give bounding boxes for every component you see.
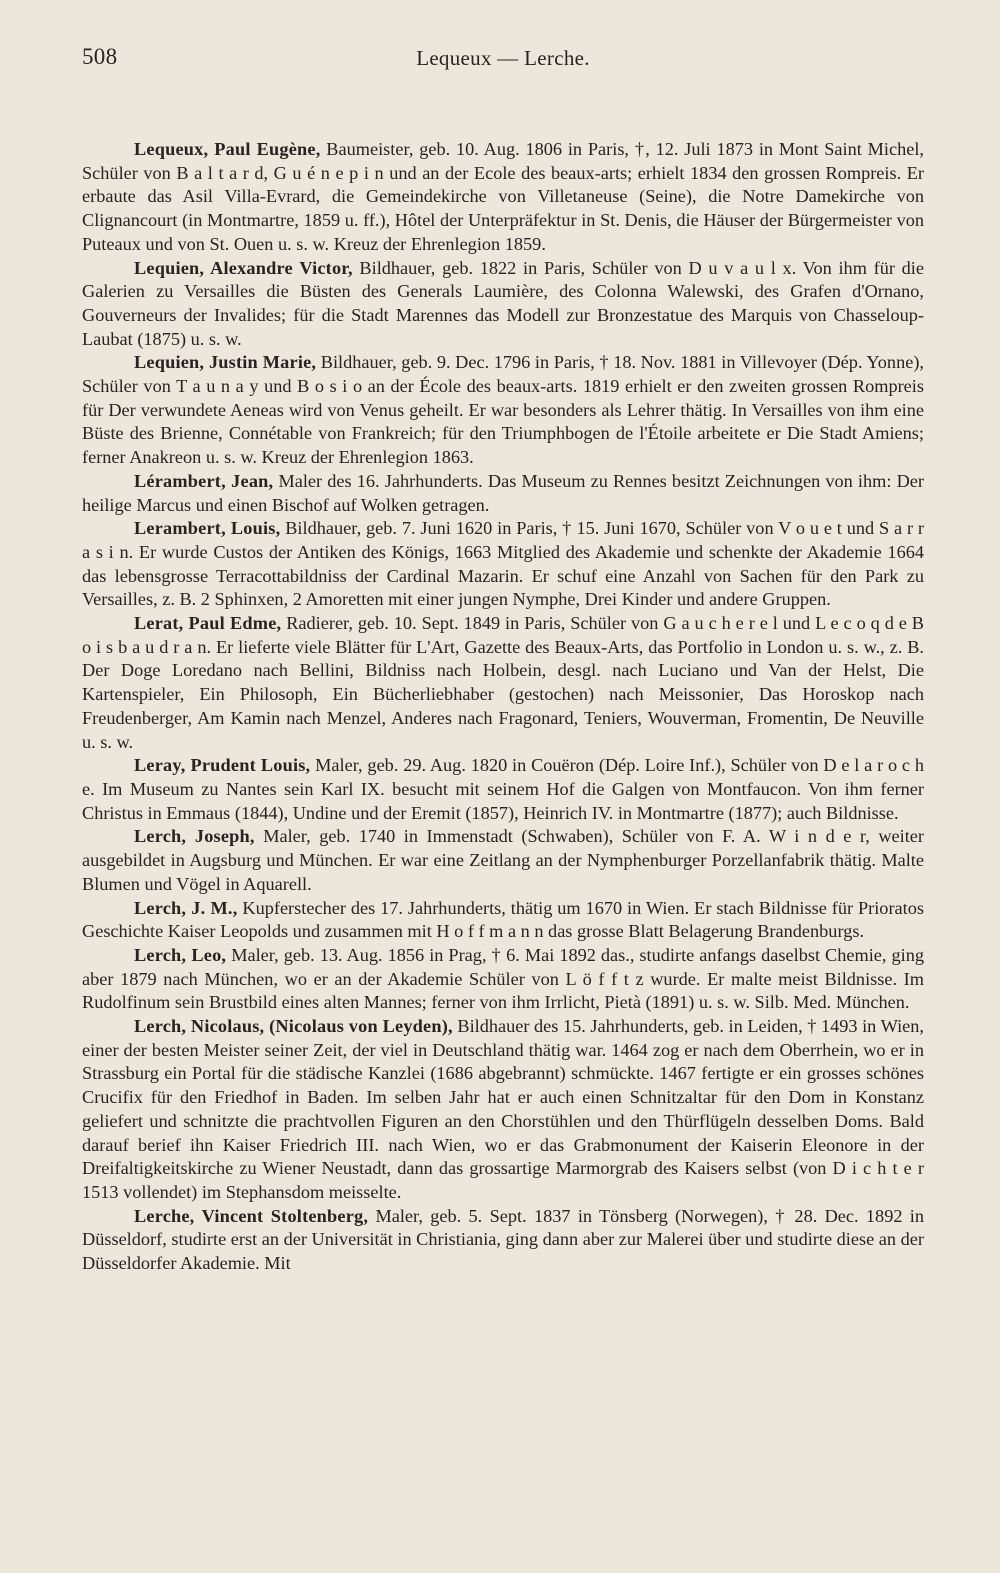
- entry-text: Maler, geb. 13. Aug. 1856 in Prag, † 6. Mai 1892 das., studirte anfangs daselbst Chemie, ging aber 1879 nach München, wo er an der Akademie Schüler von L ö f f t z wurde. Er malte meist Bildnisse. Im Rudolfinum sein Brustbild eines alten Mannes; ferner von ihm Irrlicht, Pietà (1891) u. s. w. Silb. Med. München.: [82, 944, 925, 1013]
- entry-lemma: Lerch, Nicolaus, (Nicolaus von Leyden),: [134, 1016, 453, 1037]
- entry-text: Maler, geb. 1740 in Immenstadt (Schwaben), Schüler von F. A. W i n d e r, weiter ausgebildet in Augsburg und München. Er war eine Zeitlang an der Nymphenburger Porzellanfabrik thätig. Malte Blumen und Vögel in Aquarell.: [82, 826, 924, 894]
- entry-lerch-jm: [82, 897, 924, 944]
- entry-text: Kupferstecher des 17. Jahrhunderts, thätig um 1670 in Wien. Er stach Bildnisse für Prioratos Geschichte Kaiser Leopolds und zusammen mit H o f f m a n n das grosse Blatt Belagerung Brandenburgs.: [82, 897, 924, 942]
- entry-lequien-justin: [82, 351, 924, 470]
- entry-lerambert-jean: [82, 470, 924, 517]
- entry-text: Bildhauer, geb. 7. Juni 1620 in Paris, † 15. Juni 1670, Schüler von V o u e t und S a r r a s i n. Er wurde Custos der Antiken des Königs, 1663 Mitglied des Akademie und schenkte der Akademie 1664 das lebensgrosse Terracottabildniss der Cardinal Mazarin. Er schuf eine Anzahl von Sachen für den Park zu Versailles, z. B. 2 Sphinxen, 2 Amoretten mit einer jungen Nymphe, Drei Kinder und andere Gruppen.: [82, 518, 924, 610]
- entry-text: Bildhauer, geb. 9. Dec. 1796 in Paris, † 18. Nov. 1881 in Villevoyer (Dép. Yonne), Schüler von T a u n a y und B o s i o an der École des beaux-arts. 1819 erhielt er den zweiten grossen Rompreis für Der verwundete Aeneas wird von Venus geheilt. Er war besonders als Lehrer thätig. In Versailles von ihm eine Büste des Brienne, Connétable von Frankreich; für den Triumphbogen de l'Étoile arbeitete er Die Stadt Amiens; ferner Anakreon u. s. w. Kreuz der Ehrenlegion 1863.: [82, 352, 924, 468]
- entry-text: Maler des 16. Jahrhunderts. Das Museum zu Rennes besitzt Zeichnungen von ihm: Der heilige Marcus und einen Bischof auf Wolken getragen.: [82, 470, 924, 515]
- entry-lemma: Lerche, Vincent Stoltenberg,: [134, 1205, 369, 1226]
- entry-lequien-alexandre: [82, 257, 924, 352]
- entry-lerch-joseph: [82, 825, 924, 896]
- running-head: Lequeux — Lerche.: [416, 46, 590, 70]
- entry-lerat-paul: [82, 612, 924, 754]
- entry-text: Maler, geb. 29. Aug. 1820 in Couëron (Dép. Loire Inf.), Schüler von D e l a r o c h e. Im Museum zu Nantes sein Karl IX. besucht mit seinem Hof die Galgen von Montfaucon. Von ihm ferner Christus in Emmaus (1844), Undine und der Eremit (1857), Heinrich IV. in Montmartre (1877); auch Bildnisse.: [82, 755, 924, 823]
- entry-leray-prudent: [82, 754, 924, 825]
- entry-lemma: Lerat, Paul Edme,: [134, 613, 282, 634]
- entry-text: Baumeister, geb. 10. Aug. 1806 in Paris, †, 12. Juli 1873 in Mont Saint Michel, Schüler von B a l t a r d, G u é n e p i n und an der Ecole des beaux-arts; erhielt 1834 den grossen Rompreis. Er erbaute das Asil Villa-Evrard, die Gemeindekirche von Villetaneuse (Seine), die Notre Damekirche von Clignancourt (in Montmartre, 1859 u. ff.), Hôtel der Unterpräfektur in St. Denis, die Häuser der Bürgermeister von Puteaux und von St. Ouen u. s. w. Kreuz der Ehrenlegion 1859.: [82, 139, 925, 254]
- entry-lemma: Lerch, J. M.,: [134, 897, 238, 918]
- entry-lerambert-louis: [82, 517, 924, 612]
- entry-list: [82, 138, 924, 1276]
- page-number: 508: [82, 44, 118, 69]
- entry-text: Radierer, geb. 10. Sept. 1849 in Paris, Schüler von G a u c h e r e l und L e c o q d e B o i s b a u d r a n. Er lieferte viele Blätter für L'Art, Gazette des Beaux-Arts, das Portfolio in London u. s. w., z. B. Der Doge Loredano nach Bellini, Bildniss nach Holbein, desgl. nach Luciano und Van der Helst, Die Kartenspieler, Ein Philosoph, Ein Bücherliebhaber (gestochen) nach Meissonier, Das Horoskop nach Freudenberger, Am Kamin nach Menzel, Anderes nach Fragonard, Teniers, Wouverman, Fromentin, De Neuville u. s. w.: [82, 613, 924, 752]
- page-header: [82, 44, 924, 84]
- entry-text: Maler, geb. 5. Sept. 1837 in Tönsberg (Norwegen), † 28. Dec. 1892 in Düsseldorf, studirte erst an der Universität in Christiania, ging dann aber zur Malerei über und studirte diese an der Düsseldorfer Akademie. Mit: [82, 1205, 924, 1274]
- entry-lerch-nicolaus: [82, 1015, 924, 1205]
- entry-lemma: Lequien, Justin Marie,: [134, 352, 317, 373]
- entry-lequeux-paul: [82, 138, 924, 257]
- entry-lemma: Leray, Prudent Louis,: [134, 755, 311, 776]
- entry-lerche-vincent: [82, 1205, 924, 1276]
- entry-lerch-leo: [82, 944, 924, 1015]
- entry-lemma: Lerch, Joseph,: [134, 826, 255, 847]
- entry-lemma: Lequien, Alexandre Victor,: [134, 257, 353, 278]
- entry-lemma: Lerch, Leo,: [134, 944, 227, 965]
- entry-text: Bildhauer des 15. Jahrhunderts, geb. in Leiden, † 1493 in Wien, einer der besten Meister seiner Zeit, der viel in Deutschland thätig war. 1464 zog er nach dem Oberrhein, wo er in Strassburg ein Portal für die städische Kanzlei (1686 abgebrannt) schmückte. 1467 fertigte er ein grosses schönes Crucifix für den Friedhof in Baden. Im selben Jahr hat er auch einen Schnitzaltar für den Dom in Konstanz geliefert und schnitzte die prachtvollen Figuren an den Chorstühlen und den Thürflügeln desselben Doms. Bald darauf berief ihn Kaiser Friedrich III. nach Wien, wo er das Grabmonument der Kaiserin Eleonore in der Dreifaltigkeitskirche zu Wiener Neustadt, dann das grossartige Marmorgrab des Kaisers selbst (von D i c h t e r 1513 vollendet) im Stephansdom meisselte.: [82, 1016, 924, 1202]
- entry-lemma: Lerambert, Louis,: [134, 518, 281, 539]
- entry-text: Bildhauer, geb. 1822 in Paris, Schüler von D u v a u l x. Von ihm für die Galerien zu Versailles die Büsten des Generals Laumière, des Colonna Walewski, des Grafen d'Ornano, Gouverneurs der Invalides; für die Stadt Marennes das Modell zur Bronzestatue des Marquis von Chasseloup-Laubat (1875) u. s. w.: [82, 257, 924, 349]
- entry-lemma: Lérambert, Jean,: [134, 470, 274, 491]
- entry-lemma: Lequeux, Paul Eugène,: [134, 139, 321, 159]
